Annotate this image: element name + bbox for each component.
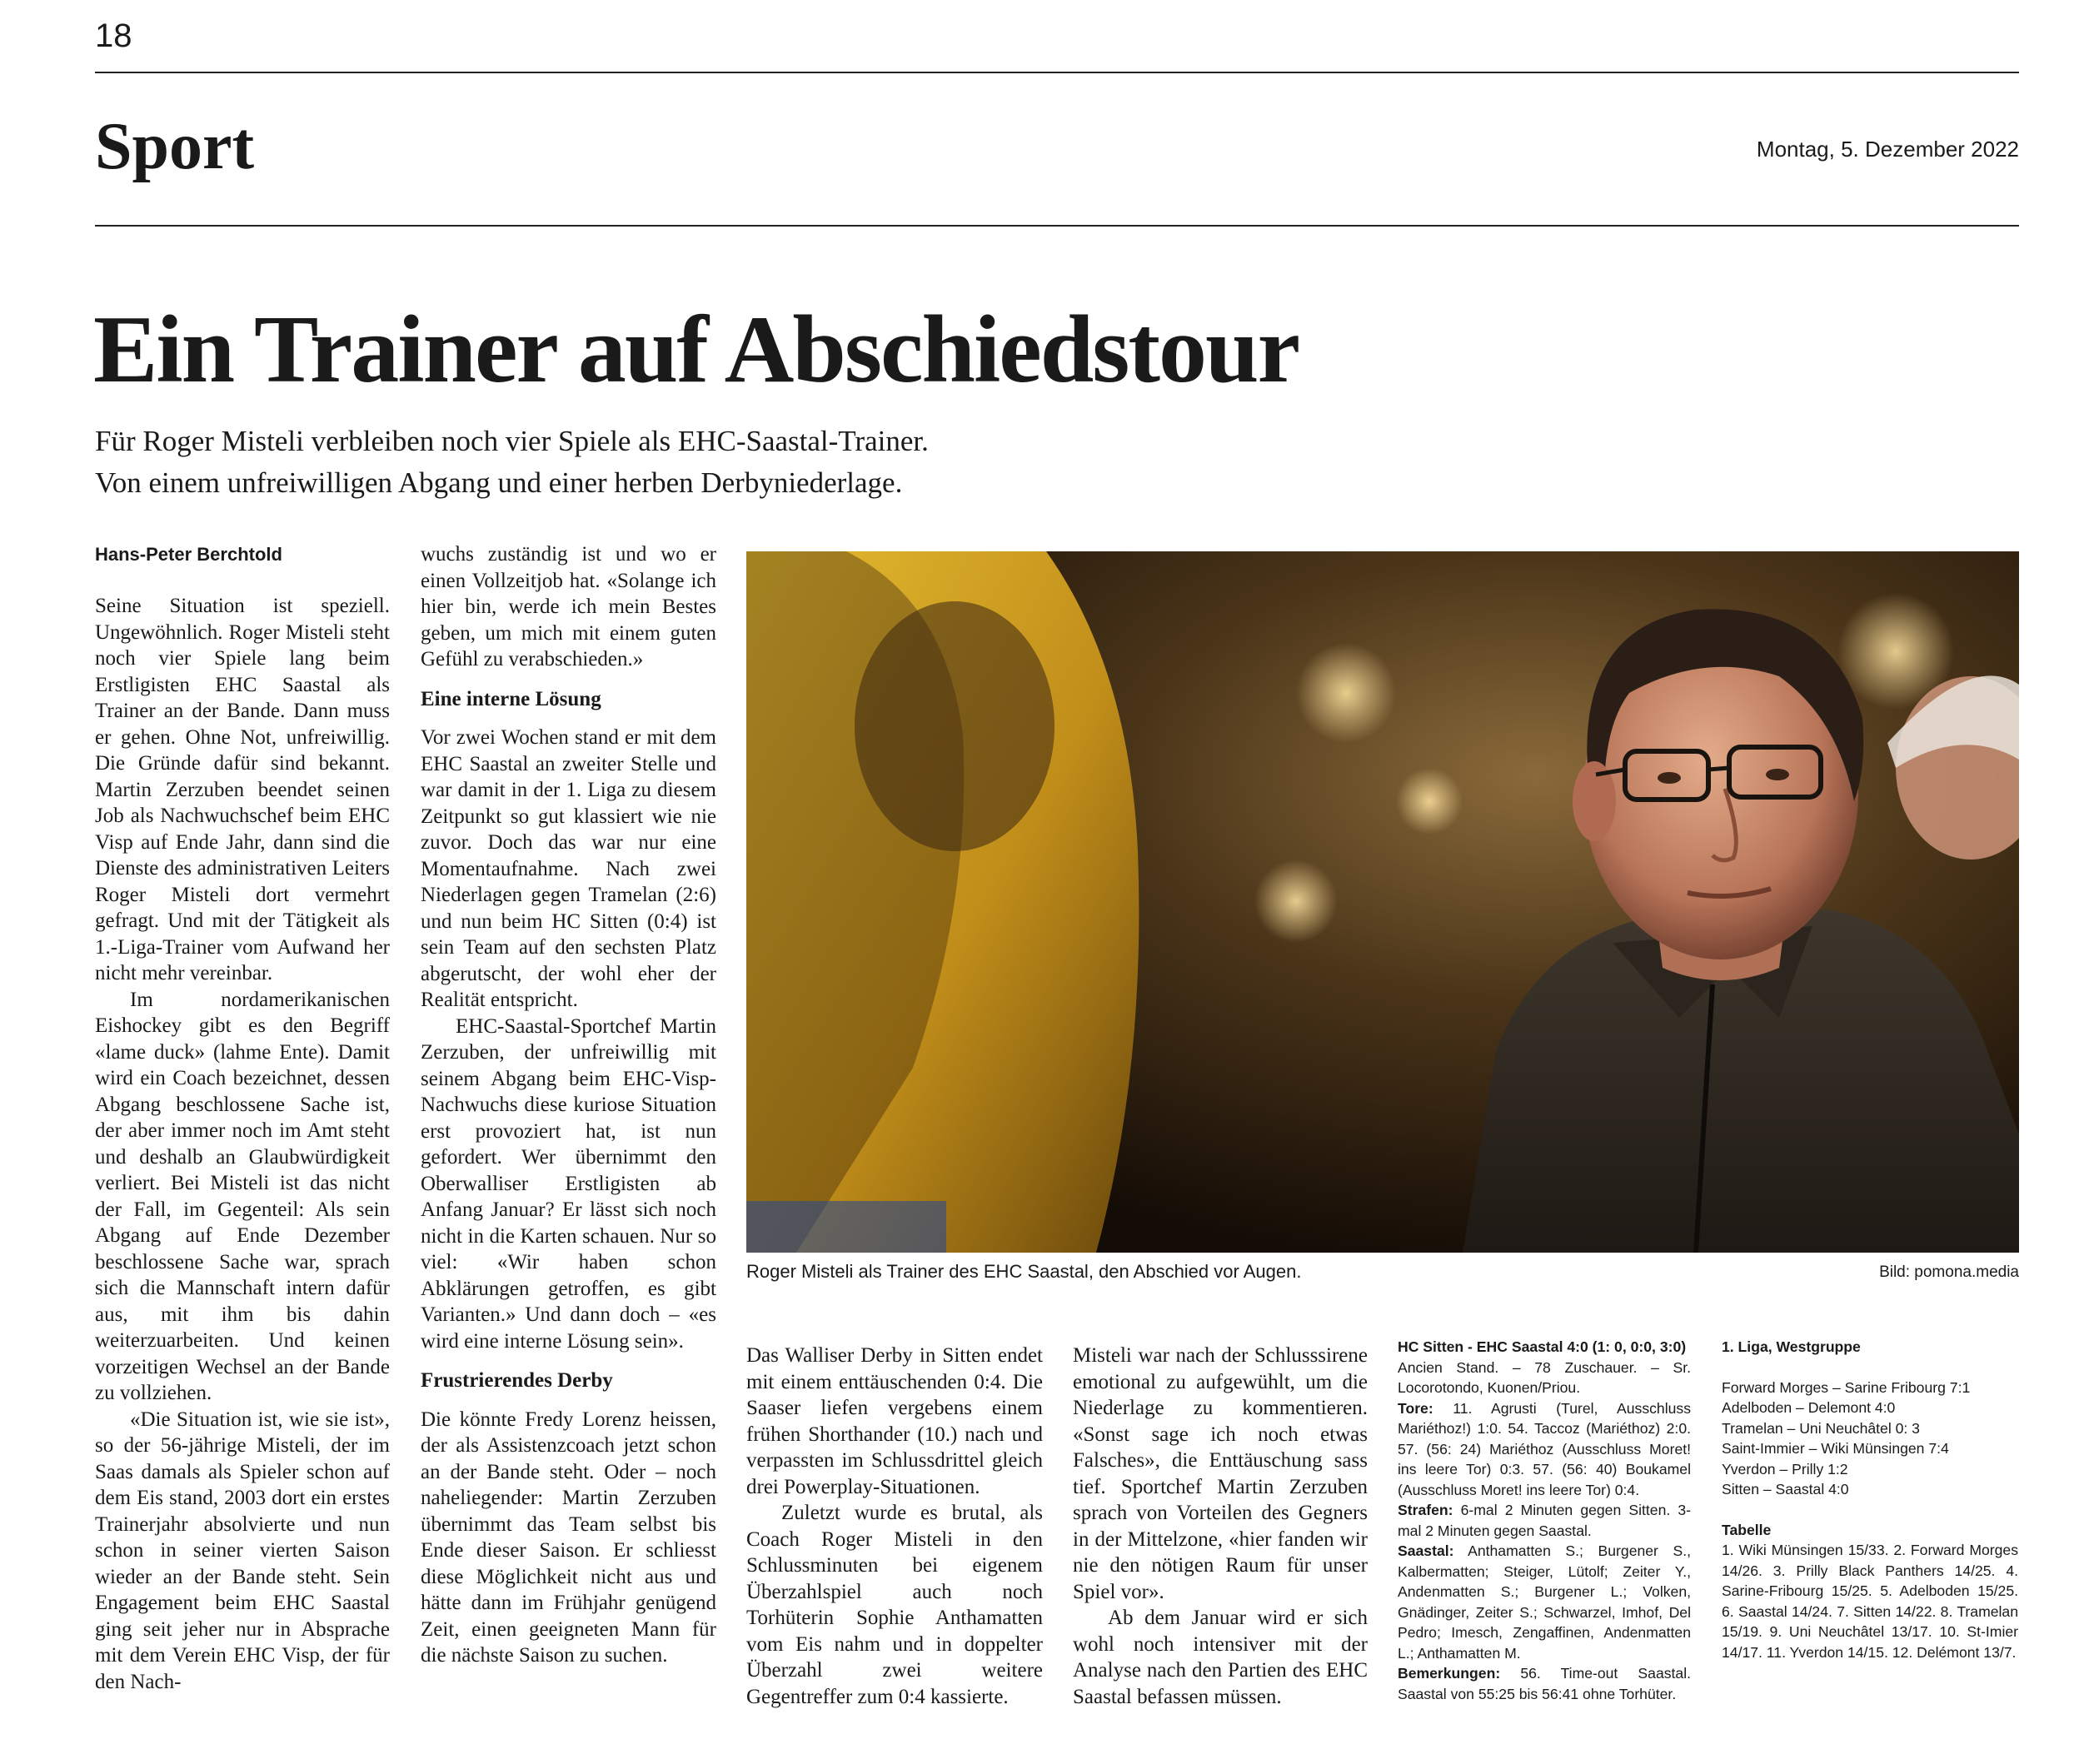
league-result: Saint-Immier – Wiki Münsingen 7:4	[1722, 1440, 1949, 1457]
photo-caption: Roger Misteli als Trainer des EHC Saastal, den Abschied vor Augen.	[746, 1261, 1302, 1282]
article-column-2	[421, 541, 716, 1669]
goals-text: 11. Agrusti (Turel, Ausschluss Mariéthoz!) 1:0. 54. Taccoz (Mariéthoz) 2:0. 57. (56: 24) Mariéthoz (Ausschluss Moret! ins leere Tor) 0:3. 57. (56: 40) Boukamel (Ausschluss Moret! ins leere Tor) 0:4.	[1398, 1399, 1691, 1498]
article-column-4	[1073, 1343, 1368, 1710]
standings-text: 1. Wiki Münsingen 15/33. 2. Forward Morges 14/26. 3. Prilly Black Panthers 14/25. 4. Sarine-Fribourg 15/25. 5. Adelboden 15/25. 6. Saastal 14/24. 7. Sitten 14/22. 8. Tramelan 15/19. 9. Uni Neuchâtel 13/17. 10. St-Imier 14/17. 11. Yverdon 14/15. 12. Delémont 13/7.	[1722, 1542, 2018, 1661]
lead-line: Von einem unfreiwilligen Abgang und einer herben Derbyniederlage.	[95, 466, 903, 499]
lead-line: Für Roger Misteli verbleiben noch vier Spiele als EHC-Saastal-Trainer.	[95, 425, 929, 457]
game-box-lineup	[1398, 1541, 1691, 1663]
photo-credit: Bild: pomona.media	[1879, 1263, 2019, 1281]
byline: Hans-Peter Berchtold	[95, 544, 282, 565]
lineup-label: Saastal:	[1398, 1542, 1454, 1559]
article-headline: Ein Trainer auf Abschiedstour	[93, 296, 1299, 403]
paragraph: Ab dem Januar wird er sich wohl noch intensiver mit der Analyse nach den Partien des EHC Saastal befassen müssen.	[1073, 1607, 1368, 1708]
standings-title: Tabelle	[1722, 1521, 1772, 1538]
article-lead	[95, 421, 1261, 504]
section-title: Sport	[95, 110, 255, 183]
bokeh-light	[1296, 643, 1396, 743]
coach-eye	[1766, 769, 1789, 780]
subheading: Eine interne Lösung	[421, 687, 601, 710]
game-box-goals	[1398, 1398, 1691, 1501]
glasses-bridge	[1708, 768, 1729, 770]
game-result-box	[1398, 1337, 1691, 1704]
paragraph: Im nordamerikanischen Eishockey gibt es den Begriff «lame duck» (lahme Ente). Damit wird ein Coach bezeichnet, dessen Abgang beschlossene Sache ist, der aber immer noch im Amt steht und deshalb an Glaubwürdigkeit verliert. Bei Misteli ist das nicht der Fall, im Gegenteil: Als sein Abgang auf Ende Dezember beschlossene Sache war, sprach sich die Mannschaft intern dafür aus, mit ihm bis dahin weiterzuarbeiten. Und keinen vorzeitigen Wechsel an der Bande zu vollziehen.	[95, 988, 390, 1404]
page-number: 18	[95, 17, 132, 54]
paragraph: Misteli war nach der Schlusssirene emotional zu aufgewühlt, um die Niederlage zu kommentieren. «Sonst sage ich noch etwas Falsches», die Enttäuschung sass tief. Sportchef Martin Zerzuben sprach von Vorteilen des Gegners in der Mittelzone, «hier fanden wir nie den nötigen Raum für unser Spiel vor».	[1073, 1344, 1368, 1603]
paragraph: Das Walliser Derby in Sitten endet mit einem enttäuschenden 0:4. Die Saaser liefen vergebens einem frühen Shorthander (10.) nach und verpassten im Schlussdrittel gleich drei Powerplay-Situationen.	[746, 1344, 1043, 1498]
subheading: Frustrierendes Derby	[421, 1369, 613, 1392]
issue-date: Montag, 5. Dezember 2022	[1756, 137, 2019, 162]
paragraph: Zuletzt wurde es brutal, als Coach Roger Misteli in den Schlussminuten bei eigenem Überzahlspiel auch noch Torhüterin Sophie Anthamatten vom Eis nahm und in doppelter Überzahl zwei weitere Gegentreffer zum 0:4 kassierte.	[746, 1502, 1043, 1708]
remarks-label: Bemerkungen:	[1398, 1665, 1501, 1682]
league-result: Adelboden – Delemont 4:0	[1722, 1399, 1896, 1416]
bokeh-light	[1254, 860, 1338, 943]
game-box-remarks	[1398, 1663, 1691, 1704]
blue-stripe	[746, 1201, 946, 1253]
coach-eye	[1658, 772, 1681, 784]
header-rule-top	[95, 72, 2019, 73]
league-result: Forward Morges – Sarine Fribourg 7:1	[1722, 1378, 1971, 1396]
article-column-3	[746, 1343, 1043, 1710]
league-result: Tramelan – Uni Neuchâtel 0: 3	[1722, 1419, 1920, 1437]
bokeh-light	[1396, 768, 1463, 835]
paragraph: wuchs zuständig ist und wo er einen Vollzeitjob hat. «Solange ich hier bin, werde ich mein Bestes geben, um mich mit einem guten Gefühl zu verabschieden.»	[421, 543, 716, 670]
game-box-penalties	[1398, 1500, 1691, 1541]
photo-illustration	[746, 551, 2019, 1253]
goals-label: Tore:	[1398, 1399, 1433, 1417]
league-result: Sitten – Saastal 4:0	[1722, 1481, 1849, 1497]
league-box-title: 1. Liga, Westgruppe	[1722, 1338, 1861, 1355]
header-rule-bottom	[95, 225, 2019, 227]
lineup-text: Anthamatten S.; Burgener S., Kalbermatten; Steiger, Lütolf; Zeiter Y., Andenmatten S.; Burgener L.; Volken, Gnädinger, Zeiter S.; Schwarzel, Imhof, Del Pedro; Imesch, Zengaffinen, Andenmatten L.; Anthamatten M.	[1398, 1542, 1691, 1662]
paragraph: Vor zwei Wochen stand er mit dem EHC Saastal an zweiter Stelle und war damit in der 1. Liga zu diesem Zeitpunkt so gut klassiert wie nie zuvor. Doch das war nur eine Momentaufnahme. Nach zwei Niederlagen gegen Tramelan (2:6) und nun beim HC Sitten (0:4) ist sein Team auf den sechsten Platz abgerutscht, der wohl eher der Realität entspricht.	[421, 726, 716, 1011]
blurred-player-head	[855, 601, 1054, 851]
league-result: Yverdon – Prilly 1:2	[1722, 1460, 1848, 1477]
penalties-text: 6-mal 2 Minuten gegen Sitten. 3-mal 2 Minuten gegen Saastal.	[1398, 1502, 1691, 1539]
article-column-1	[95, 541, 390, 1695]
paragraph: «Die Situation ist, wie sie ist», so der 56-jährige Misteli, der im Saas damals als Spieler schon auf dem Eis stand, 2003 dort ein erstes Trainerjahr absolvierte und nun schon in seiner vierten Saison wieder an der Bande steht. Sein Engagement beim EHC Saastal ging seit jeher nur in Absprache mit dem Verein EHC Visp, der für den Nach-	[95, 1408, 390, 1693]
penalties-label: Strafen:	[1398, 1502, 1453, 1518]
remarks-text: 56. Time-out Saastal. Saastal von 55:25 bis 56:41 ohne Torhüter.	[1398, 1665, 1692, 1702]
paragraph: Seine Situation ist speziell. Ungewöhnlich. Roger Misteli steht noch vier Spiele lang beim Erstligisten EHC Saastal als Trainer an der Bande. Dann muss er gehen. Ohne Not, unfreiwillig. Die Gründe dafür sind bekannt. Martin Zerzuben beendet seinen Job als Nachwuchschef beim EHC Visp auf Ende Jahr, dann sind die Dienste des administrativen Leiters Roger Misteli dort vermehrt gefragt. Und mit der Tätigkeit als 1.-Liga-Trainer vom Aufwand her nicht mehr vereinbar.	[95, 595, 390, 984]
article-photo	[746, 551, 2019, 1253]
paragraph: Die könnte Fredy Lorenz heissen, der als Assistenzcoach jetzt schon an der Bande steht. Oder – noch naheliegender: Martin Zerzuben übernimmt das Team selbst bis Ende dieser Saison. Er schliesst diese Möglichkeit nicht aus und hätte dann im Frühjahr genügend Zeit, einen geeigneten Mann für die nächste Saison zu suchen.	[421, 1408, 716, 1667]
paragraph: EHC-Saastal-Sportchef Martin Zerzuben, der unfreiwillig mit seinem Abgang beim EHC-Visp-Nachwuchs diese kuriose Situation erst provoziert hat, ist nun gefordert. Wer übernimmt den Oberwalliser Erstligisten ab Anfang Januar? Er lässt sich noch nicht in die Karten schauen. Nur so viel: «Wir haben schon Abklärungen getroffen, es gibt Varianten.» Und dann doch – «es wird eine interne Lösung sein».	[421, 1014, 716, 1353]
game-box-title: HC Sitten - EHC Saastal 4:0 (1: 0, 0:0, 3:0)	[1398, 1338, 1687, 1355]
league-box	[1722, 1337, 2018, 1662]
game-box-venue: Ancien Stand. – 78 Zuschauer. – Sr. Locorotondo, Kuonen/Priou.	[1398, 1358, 1691, 1396]
